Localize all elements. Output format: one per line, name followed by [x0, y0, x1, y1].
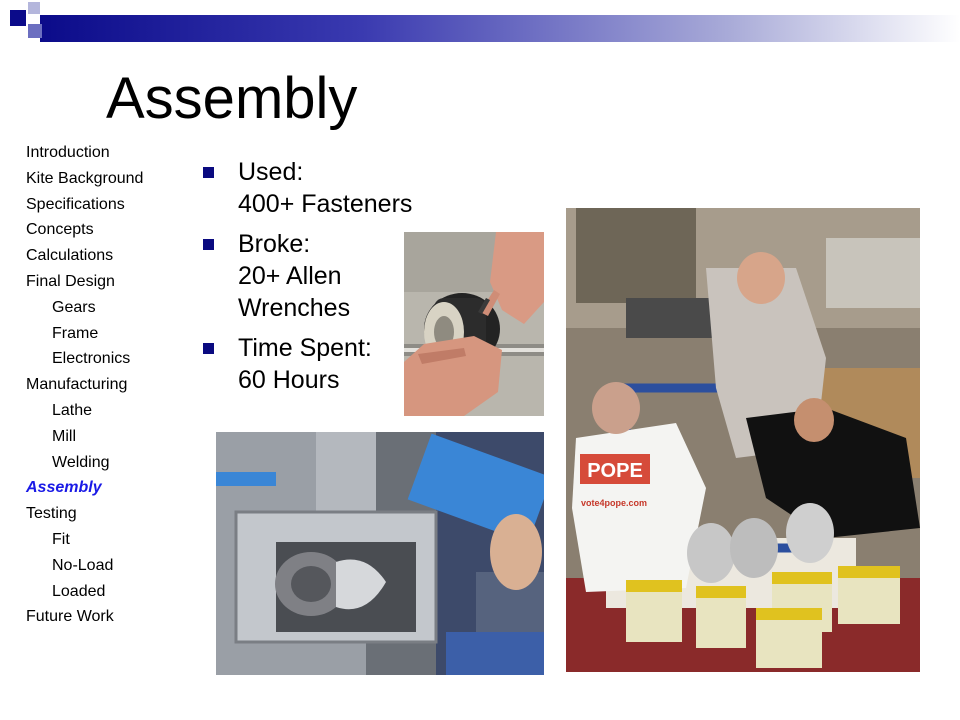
- nav-item-welding[interactable]: Welding: [52, 453, 110, 471]
- nav-item-lathe[interactable]: Lathe: [52, 401, 93, 419]
- nav-item-no-load[interactable]: No-Load: [52, 556, 114, 574]
- shirt-name-text: POPE: [587, 460, 643, 482]
- nav-item-manufacturing[interactable]: Manufacturing: [26, 376, 128, 394]
- nav-item-testing[interactable]: Testing: [26, 505, 77, 523]
- header-square-mid: [28, 24, 42, 38]
- nav-item-calculations[interactable]: Calculations: [26, 247, 114, 265]
- bullet-value: 20+ Allen Wrenches: [238, 262, 351, 322]
- bullet-list: [203, 156, 412, 404]
- nav-item-introduction[interactable]: Introduction: [26, 144, 110, 161]
- header-square-dark: [10, 10, 26, 26]
- nav-item-concepts[interactable]: Concepts: [26, 221, 94, 239]
- header-square-light: [28, 2, 40, 14]
- nav-item-final-design[interactable]: Final Design: [26, 272, 115, 290]
- header-band: [40, 15, 960, 42]
- nav-item-loaded[interactable]: Loaded: [52, 582, 106, 600]
- bullet-used: [203, 156, 412, 220]
- nav-item-mill[interactable]: Mill: [52, 427, 76, 445]
- nav-item-assembly[interactable]: Assembly: [26, 479, 102, 497]
- photo-hands-allen-wrench: [404, 232, 544, 416]
- nav-item-gears[interactable]: Gears: [52, 298, 96, 316]
- bullet-broke: [203, 228, 412, 324]
- bullet-marker: [203, 167, 214, 178]
- nav-item-kite-background[interactable]: Kite Background: [26, 169, 144, 187]
- photo-team-assembling: [566, 208, 920, 672]
- nav-item-future-work[interactable]: Future Work: [26, 608, 114, 626]
- bullet-label: Broke:: [238, 230, 311, 258]
- agenda-nav: [26, 140, 143, 630]
- bullet-label: Time Spent:: [238, 334, 372, 362]
- bullet-marker: [203, 343, 214, 354]
- bullet-label: Used:: [238, 158, 304, 186]
- bullet-value: 60 Hours: [238, 366, 340, 394]
- slide-title: Assembly: [106, 66, 358, 131]
- bullet-time-spent: [203, 332, 412, 396]
- bullet-marker: [203, 239, 214, 250]
- bullet-value: 400+ Fasteners: [238, 190, 413, 218]
- nav-item-specifications[interactable]: Specifications: [26, 195, 125, 213]
- photo-gearbox-closeup: [216, 432, 544, 675]
- nav-item-fit[interactable]: Fit: [52, 530, 70, 548]
- nav-item-electronics[interactable]: Electronics: [52, 350, 131, 368]
- shirt-url-text: vote4pope.com: [580, 498, 648, 508]
- nav-item-frame[interactable]: Frame: [52, 324, 99, 342]
